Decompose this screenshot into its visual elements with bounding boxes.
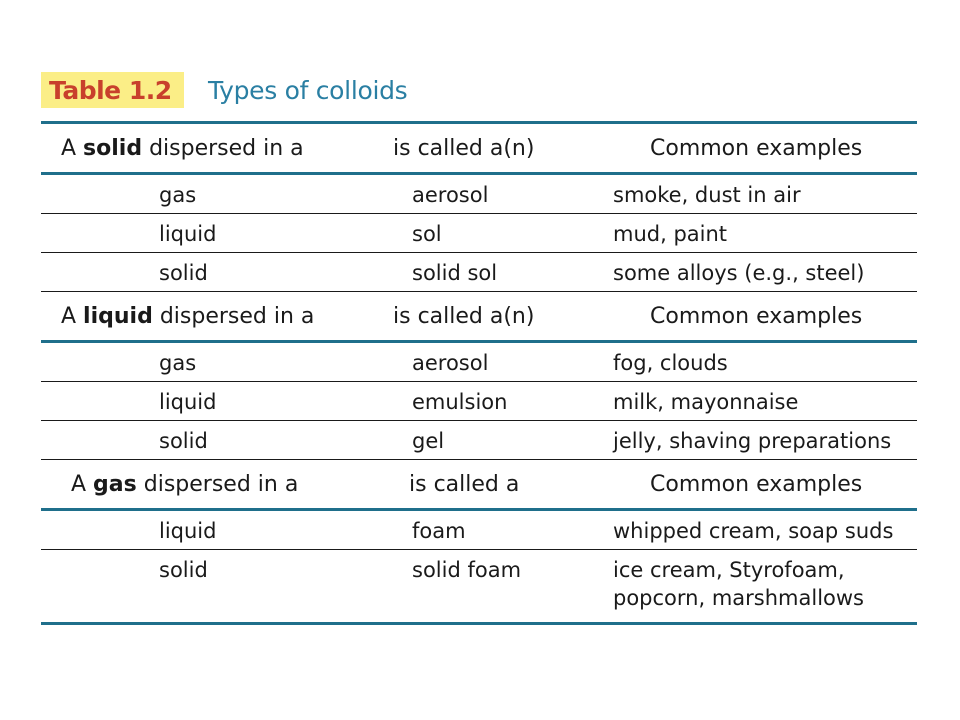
cell-colloid-name: aerosol [412,183,489,207]
cell-examples: mud, paint [613,222,728,246]
table-title [41,72,407,108]
cell-colloid-name: aerosol [412,351,489,375]
table-caption: Types of colloids [208,75,408,105]
header-name-column: is called a(n) [393,136,535,161]
cell-medium: liquid [159,222,217,246]
cell-medium: liquid [159,519,217,543]
cell-medium: solid [159,558,208,582]
table-row [41,343,917,381]
header-name-column: is called a(n) [393,304,535,329]
table-row [41,214,917,252]
header-examples-column: Common examples [650,304,863,329]
cell-colloid-name: sol [412,222,442,246]
section-header-solid [41,124,917,172]
header-name-column: is called a [409,472,520,497]
cell-examples: some alloys (e.g., steel) [613,261,865,285]
cell-medium: solid [159,429,208,453]
cell-examples: whipped cream, soap suds [613,519,894,543]
cell-colloid-name: emulsion [412,390,508,414]
table-bottom-rule [41,622,917,625]
table-row [41,382,917,420]
cell-colloid-name: solid sol [412,261,498,285]
table-row [41,253,917,291]
header-examples-column: Common examples [650,136,863,161]
cell-medium: solid [159,261,208,285]
cell-medium: gas [159,183,197,207]
table-row [41,550,917,622]
cell-colloid-name: solid foam [412,558,522,582]
cell-colloid-name: foam [412,519,466,543]
cell-examples: ice cream, Styrofoam, popcorn, marshmallows [613,558,864,610]
header-dispersed-phase: A solid dispersed in a [61,136,304,161]
table-row [41,421,917,459]
table-row [41,511,917,549]
table-number-label: Table 1.2 [41,72,184,108]
header-examples-column: Common examples [650,472,863,497]
header-dispersed-phase: A liquid dispersed in a [61,304,315,329]
cell-colloid-name: gel [412,429,445,453]
section-header-liquid [41,292,917,340]
cell-examples: jelly, shaving preparations [613,429,892,453]
cell-medium: liquid [159,390,217,414]
colloids-table [41,121,917,625]
cell-medium: gas [159,351,197,375]
cell-examples: smoke, dust in air [613,183,801,207]
section-header-gas [41,460,917,508]
cell-examples: milk, mayonnaise [613,390,799,414]
cell-examples: fog, clouds [613,351,728,375]
table-row [41,175,917,213]
header-dispersed-phase: A gas dispersed in a [71,472,299,497]
